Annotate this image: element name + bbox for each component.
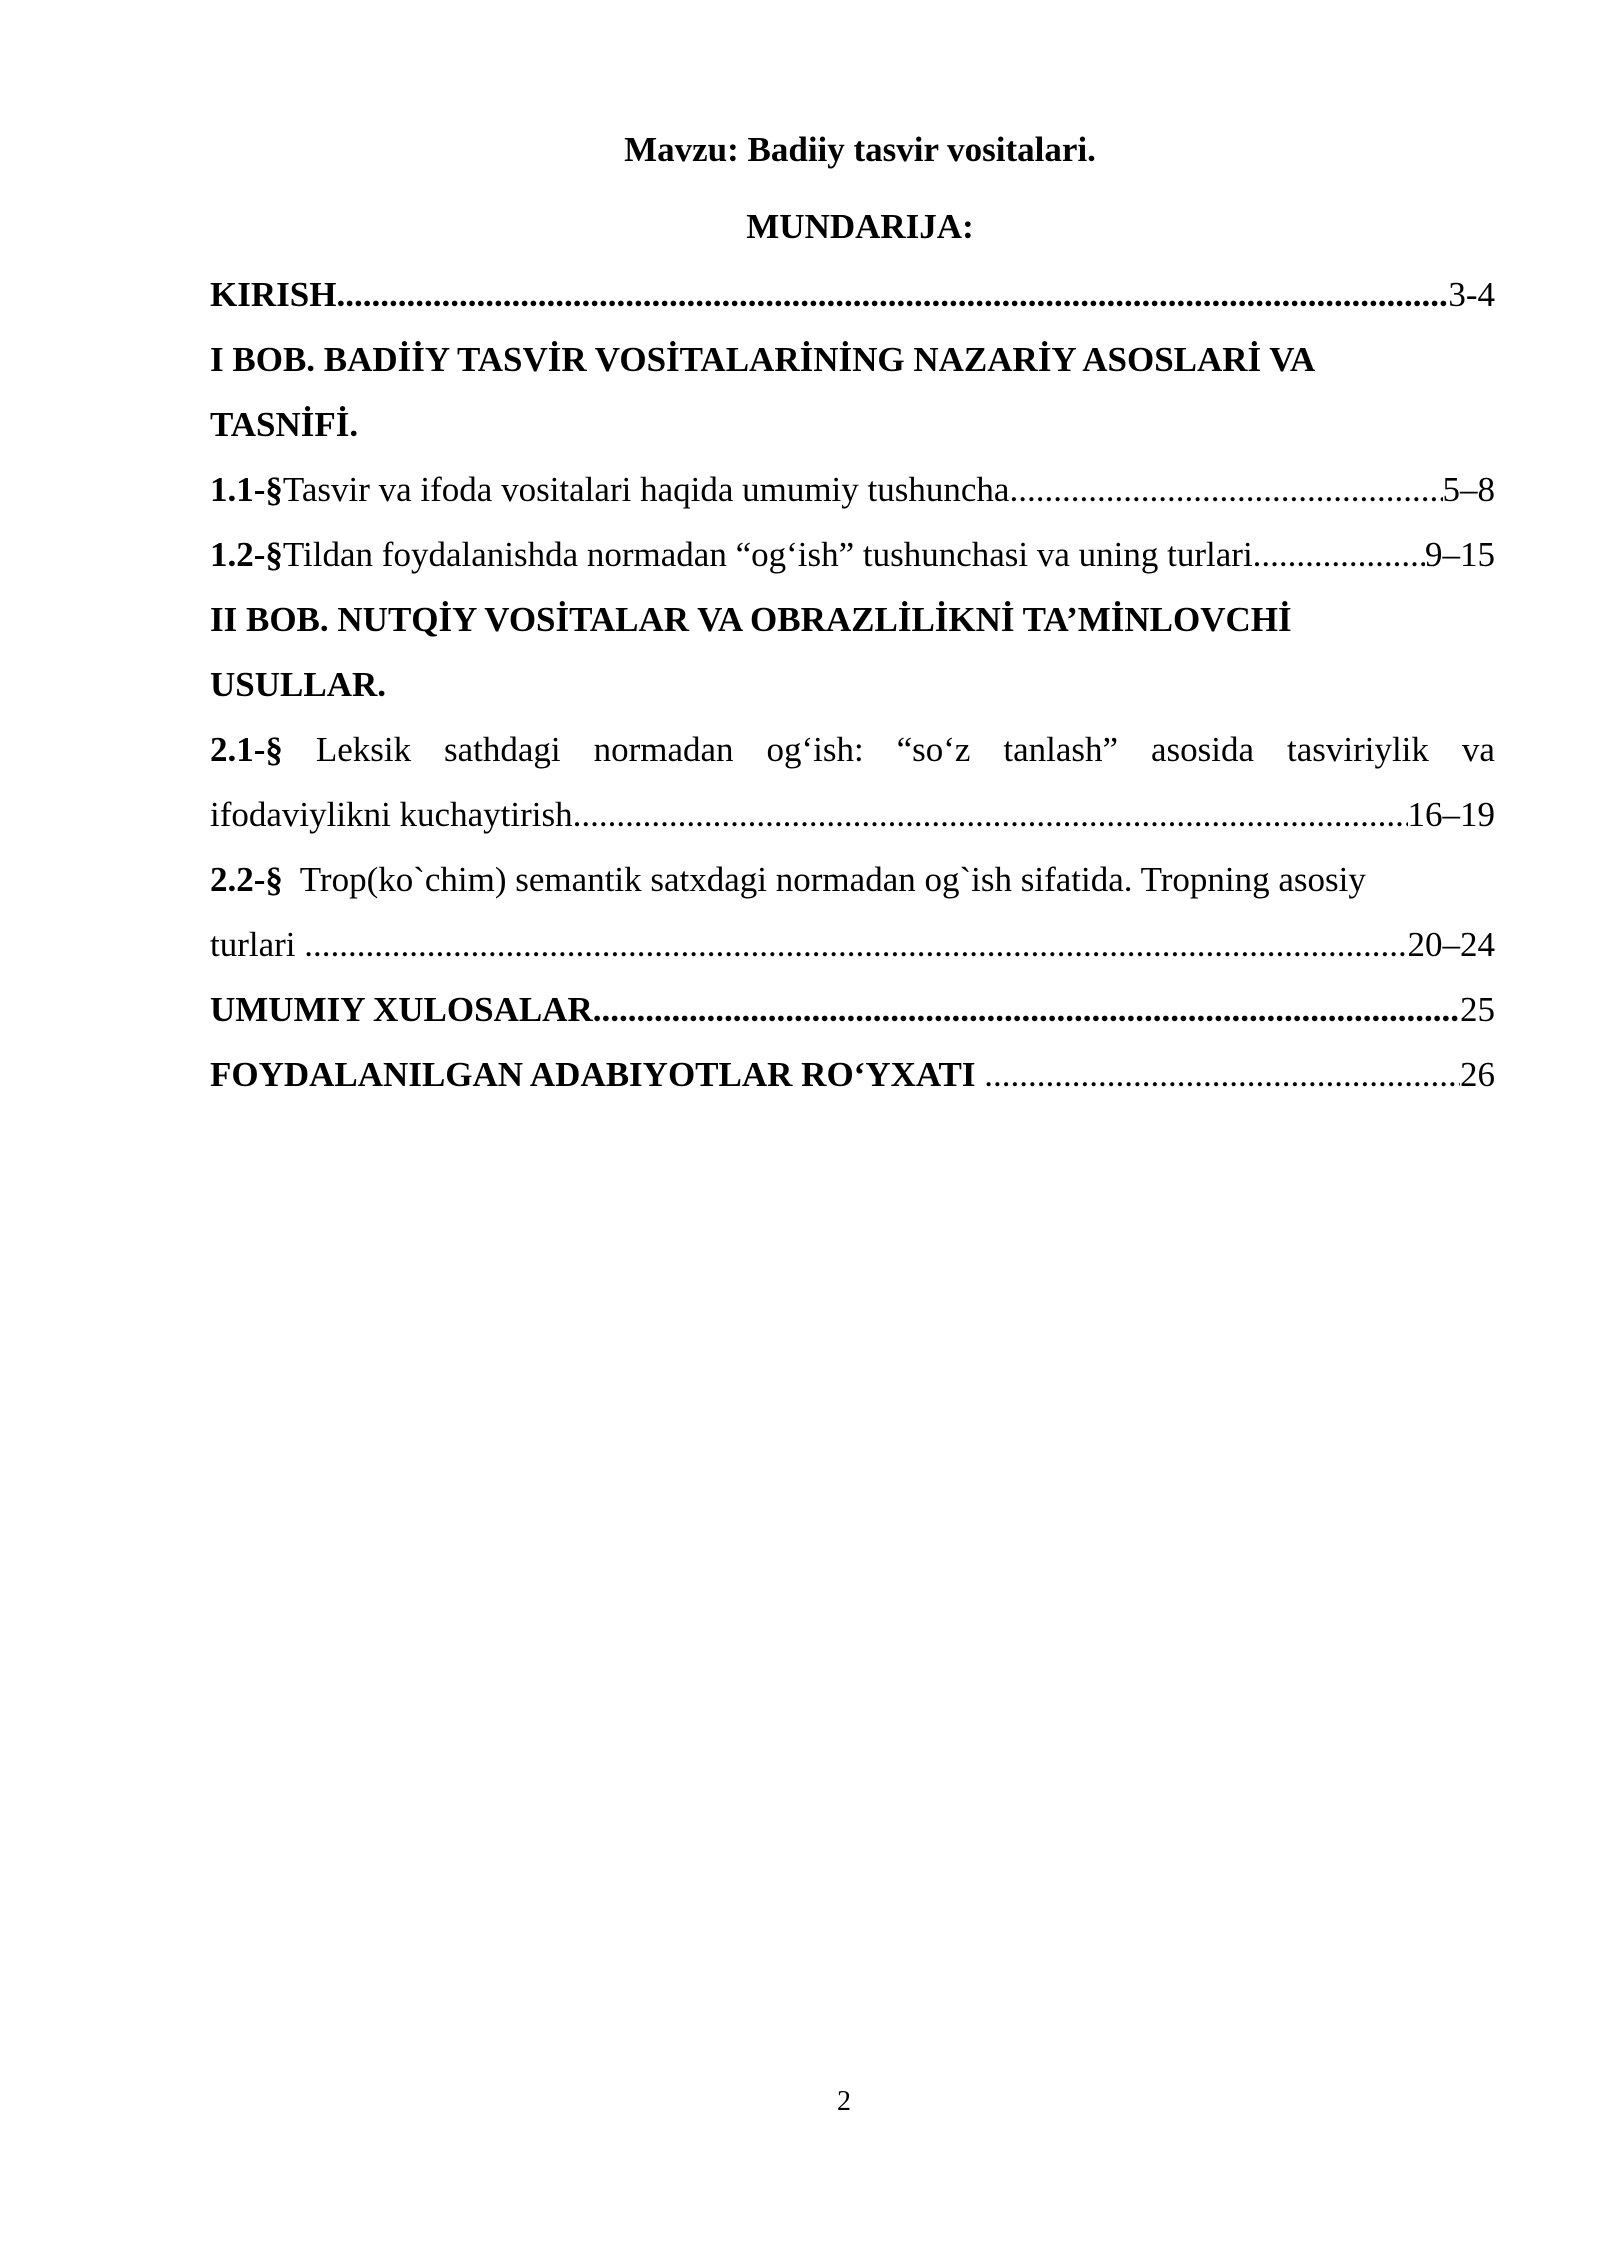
toc-entry-title: Tasvir va ifoda vositalari haqida umumiy tushuncha [282, 470, 1010, 509]
toc-entry-2-2-line2 [210, 912, 1495, 977]
dot-leader [593, 977, 1460, 1042]
toc-entry-page: 26 [1460, 1055, 1495, 1094]
dot-leader [304, 912, 1407, 977]
document-topic: Mavzu: Badiiy tasvir vositalari. [624, 130, 1096, 169]
dot-leader [573, 782, 1408, 847]
toc-word: tasviriylik [1286, 730, 1429, 769]
toc-entry-kirish [210, 262, 1495, 327]
toc-entry-page: 5–8 [1442, 470, 1495, 509]
toc-entry-title: FOYDALANILGAN ADABIYOTLAR RO‘YXATI [210, 1055, 985, 1094]
toc-entry-number: 1.2-§ [210, 535, 283, 574]
toc-entry-page: 25 [1460, 990, 1495, 1029]
toc-entry-page: 16–19 [1407, 795, 1495, 834]
toc-entry-title: turlari [210, 925, 305, 964]
toc-entry-title: UMUMIY XULOSALAR [210, 990, 593, 1029]
toc-entry-page: 3-4 [1448, 275, 1495, 314]
toc-entry-2-2-line1 [210, 847, 1495, 912]
dot-leader [984, 1042, 1460, 1107]
toc-word: asosida [1151, 730, 1255, 769]
toc-entry-1-2 [210, 522, 1495, 587]
toc-entry-adabiyotlar [210, 1042, 1495, 1107]
toc-entry-title: Trop(ko`chim) semantik satxdagi normadan og`ish sifatida. Tropning asosiy [282, 860, 1366, 899]
toc-heading: MUNDARIJA: [746, 207, 974, 246]
toc-word: “so‘z [896, 730, 971, 769]
toc-entry-page: 9–15 [1425, 535, 1495, 574]
toc-chapter-2-line1: II BOB. NUTQİY VOSİTALAR VA OBRAZLİLİKNİ TA’MİNLOVCHİ [210, 600, 1292, 639]
dot-leader [336, 262, 1448, 327]
dot-leader [1009, 457, 1442, 522]
dot-leader [1253, 522, 1425, 587]
toc-chapter-2-line2: USULLAR. [210, 665, 387, 704]
toc-entry-number: 1.1-§ [210, 470, 283, 509]
toc-entry-2-1-line1 [210, 717, 1495, 782]
toc-entry-2-1-line2 [210, 782, 1495, 847]
toc-entry-title: Tildan foydalanishda normadan “og‘ish” tushunchasi va uning turlari [282, 535, 1253, 574]
toc-word: tanlash” [1003, 730, 1119, 769]
toc-word: va [1461, 730, 1495, 769]
toc-entry-xulosalar [210, 977, 1495, 1042]
toc-chapter-1-line2: TASNİFİ. [210, 405, 359, 444]
toc-entry-title: KIRISH [210, 275, 337, 314]
toc-entry-1-1 [210, 457, 1495, 522]
toc-word: normadan [593, 730, 734, 769]
toc-word: sathdagi [444, 730, 561, 769]
toc-chapter-1-line1: I BOB. BADİİY TASVİR VOSİTALARİNİNG NAZARİY ASOSLARİ VA [210, 340, 1316, 379]
table-of-contents [210, 262, 1495, 1107]
toc-entry-title: ifodaviylikni kuchaytirish [210, 795, 573, 834]
toc-word: og‘ish: [766, 730, 864, 769]
page-number: 2 [837, 2086, 851, 2117]
toc-word: Leksik [315, 730, 412, 769]
toc-entry-page: 20–24 [1407, 925, 1495, 964]
toc-entry-number: 2.2-§ [210, 860, 283, 899]
toc-entry-number: 2.1-§ [210, 730, 283, 769]
